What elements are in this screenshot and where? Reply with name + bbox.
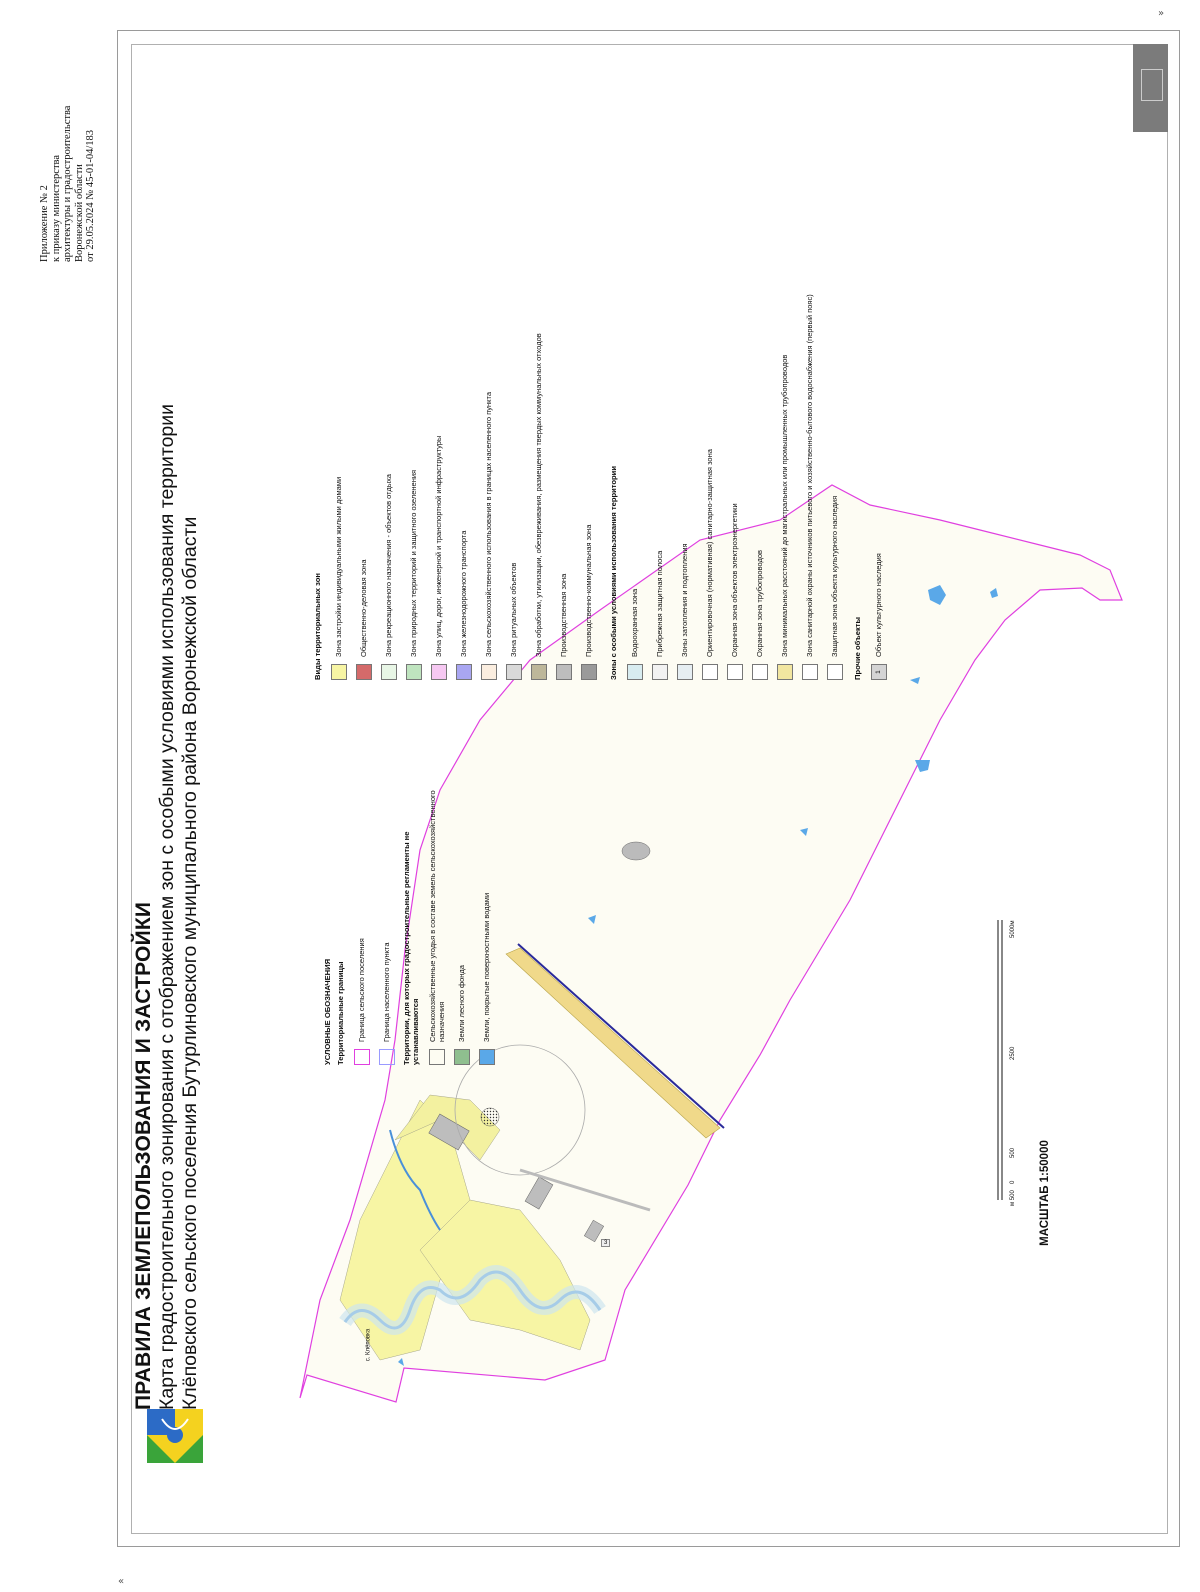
legend-label: Зона обработки, утилизации, обезвреживания, размещения твердых коммунальных отходов (534, 333, 543, 657)
legend-label: Граница населенного пункта (382, 942, 391, 1042)
legend-row (697, 0, 722, 680)
legend-zones (310, 30, 1010, 680)
map-subtitle-2: Клёповского сельского поселения Бутурлиновского муниципального района Воронежской области (179, 516, 201, 1410)
legend-row (351, 0, 376, 680)
legend-label: Ориентировочная (нормативная) санитарно-защитная зона (705, 449, 714, 657)
org-stamp (1133, 44, 1168, 132)
legend-heading: УСЛОВНЫЕ ОБОЗНАЧЕНИЯ (323, 958, 332, 1065)
water-swatch (479, 1049, 495, 1065)
forest-land-swatch (454, 1049, 470, 1065)
zone-swatch (581, 664, 597, 680)
legend-row (576, 0, 601, 680)
legend-label: Охранная зона трубопроводов (755, 549, 764, 657)
legend-label: Зона застройки индивидуальными жилыми домами (334, 476, 343, 657)
annex-line: от 29.05.2024 № 45-01-04/183 (85, 129, 96, 262)
legend-row (622, 0, 647, 680)
heritage-badge: 1 (871, 664, 887, 680)
scale-bar-svg (958, 910, 1078, 1210)
legend-label: Зона железнодорожного транспорта (459, 530, 468, 657)
zone-swatch (406, 664, 422, 680)
zone-swatch (531, 664, 547, 680)
zone-swatch (652, 664, 668, 680)
legend-label: Зона ритуальных объектов (509, 562, 518, 657)
legend-row (376, 0, 401, 680)
legend-label: Защитная зона объекта культурного наследия (830, 495, 839, 657)
zone-swatch (456, 664, 472, 680)
legend-label: Зона минимальных расстояний до магистральных или промышленных трубопроводов (780, 354, 789, 657)
legend-label: Прибрежная защитная полоса (655, 550, 664, 657)
zone-swatch (702, 664, 718, 680)
legend-row (374, 775, 399, 1065)
scale-tick: 500 (1010, 1147, 1016, 1158)
legend-row (822, 0, 847, 680)
legend-row (349, 775, 374, 1065)
scale-tick: 0 (1010, 1180, 1016, 1184)
zone-swatch (381, 664, 397, 680)
legend-label: Зона природных территорий и защитного озеленения (409, 469, 418, 657)
legend-label: Производственно-коммунальная зона (584, 524, 593, 657)
corner-mark-top: » (1158, 8, 1165, 19)
map-badge: 3 (601, 1239, 610, 1247)
legend-row (449, 775, 474, 1065)
coat-of-arms-icon (140, 1405, 216, 1467)
legend-row (672, 0, 697, 680)
zone-swatch (827, 664, 843, 680)
legend-group-title: Территориальные границы (336, 961, 345, 1065)
legend-row (551, 0, 576, 680)
zone-swatch (627, 664, 643, 680)
legend-label: Земли, покрытые поверхностными водами (482, 892, 491, 1042)
legend-row (451, 0, 476, 680)
corner-mark-bottom: « (118, 1576, 125, 1587)
legend-row (326, 0, 351, 680)
zone-swatch (677, 664, 693, 680)
zone-swatch (777, 664, 793, 680)
zone-swatch (331, 664, 347, 680)
legend-group-title: Прочие объекты (853, 617, 862, 680)
legend-label: Охранная зона объектов электроэнергетики (730, 503, 739, 657)
annex-line: Приложение № 2 (39, 185, 50, 262)
annex-line: к приказу министерства (50, 154, 62, 262)
legend-boundaries (320, 775, 560, 1065)
zone-swatch (506, 664, 522, 680)
scale-tick: м 500 (1010, 1190, 1016, 1206)
legend-row (476, 0, 501, 680)
zone-swatch (727, 664, 743, 680)
boundary-settlement-swatch (354, 1049, 370, 1065)
scale-tick: 2500 (1010, 1046, 1016, 1060)
legend-label: Зона улиц, дорог, инженерной и транспортной инфраструктуры (434, 435, 443, 657)
zone-swatch (556, 664, 572, 680)
annex-line: Воронежской области (73, 164, 85, 262)
legend-row (797, 0, 822, 680)
legend-label: Зона сельскохозяйственного использования в границах населенного пункта (484, 391, 493, 657)
scale-title: МАСШТАБ 1:50000 (1039, 1140, 1051, 1246)
cemetery (622, 842, 650, 860)
legend-row (501, 0, 526, 680)
zone-swatch (802, 664, 818, 680)
legend-row (772, 0, 797, 680)
landfill (481, 1108, 499, 1126)
legend-label: Общественно-деловая зона (359, 559, 368, 657)
zone-swatch (752, 664, 768, 680)
legend-label: Производственная зона (559, 573, 568, 657)
agri-land-swatch (429, 1049, 445, 1065)
legend-group-title: Территории, для которых градостроительные регламенты не устанавливаются (402, 831, 420, 1065)
map-title-block (132, 350, 232, 1410)
annex-line: архитектуры и градостроительства (62, 105, 73, 262)
legend-label: Граница сельского поселения (357, 938, 366, 1042)
legend-row (866, 0, 891, 680)
boundary-locality-swatch (379, 1049, 395, 1065)
map-title: ПРАВИЛА ЗЕМЛЕПОЛЬЗОВАНИЯ И ЗАСТРОЙКИ (132, 901, 155, 1410)
zone-swatch (431, 664, 447, 680)
legend-label: Водоохранная зона (630, 588, 639, 657)
legend-label: Земли лесного фонда (457, 965, 466, 1042)
legend-group-title: Зоны с особыми условиями использования территории (609, 465, 618, 680)
legend-label: Зона санитарной охраны источников питьевого и хозяйственно-бытового водоснабжения (первый пояс) (805, 294, 814, 657)
legend-row (526, 0, 551, 680)
zone-swatch (481, 664, 497, 680)
zone-swatch (356, 664, 372, 680)
legend-label: Зоны затопления и подтопления (680, 543, 689, 657)
legend-label: Объект культурного наследия (874, 553, 883, 657)
legend-row (424, 775, 449, 1065)
scale-tick: 5000м (1010, 920, 1016, 938)
legend-row (474, 775, 499, 1065)
legend-label: Сельскохозяйственные угодья в составе земель сельскохозяйственного назначения (427, 790, 446, 1042)
legend-row (401, 0, 426, 680)
legend-row (722, 0, 747, 680)
stamp-logo-icon (1141, 69, 1163, 101)
legend-group-title: Виды территориальных зон (313, 573, 322, 680)
legend-label: Зона рекреационного назначения - объектов отдыха (384, 474, 393, 657)
legend-row (647, 0, 672, 680)
scale-bar (958, 910, 1078, 1210)
map-subtitle: Карта градостроительного зонирования с отображением зон с особыми условиями использования территории (156, 403, 178, 1410)
legend-row (426, 0, 451, 680)
village-label: с. Клёповка (365, 1328, 372, 1362)
legend-zones-column (310, 0, 891, 680)
legend-row (747, 0, 772, 680)
